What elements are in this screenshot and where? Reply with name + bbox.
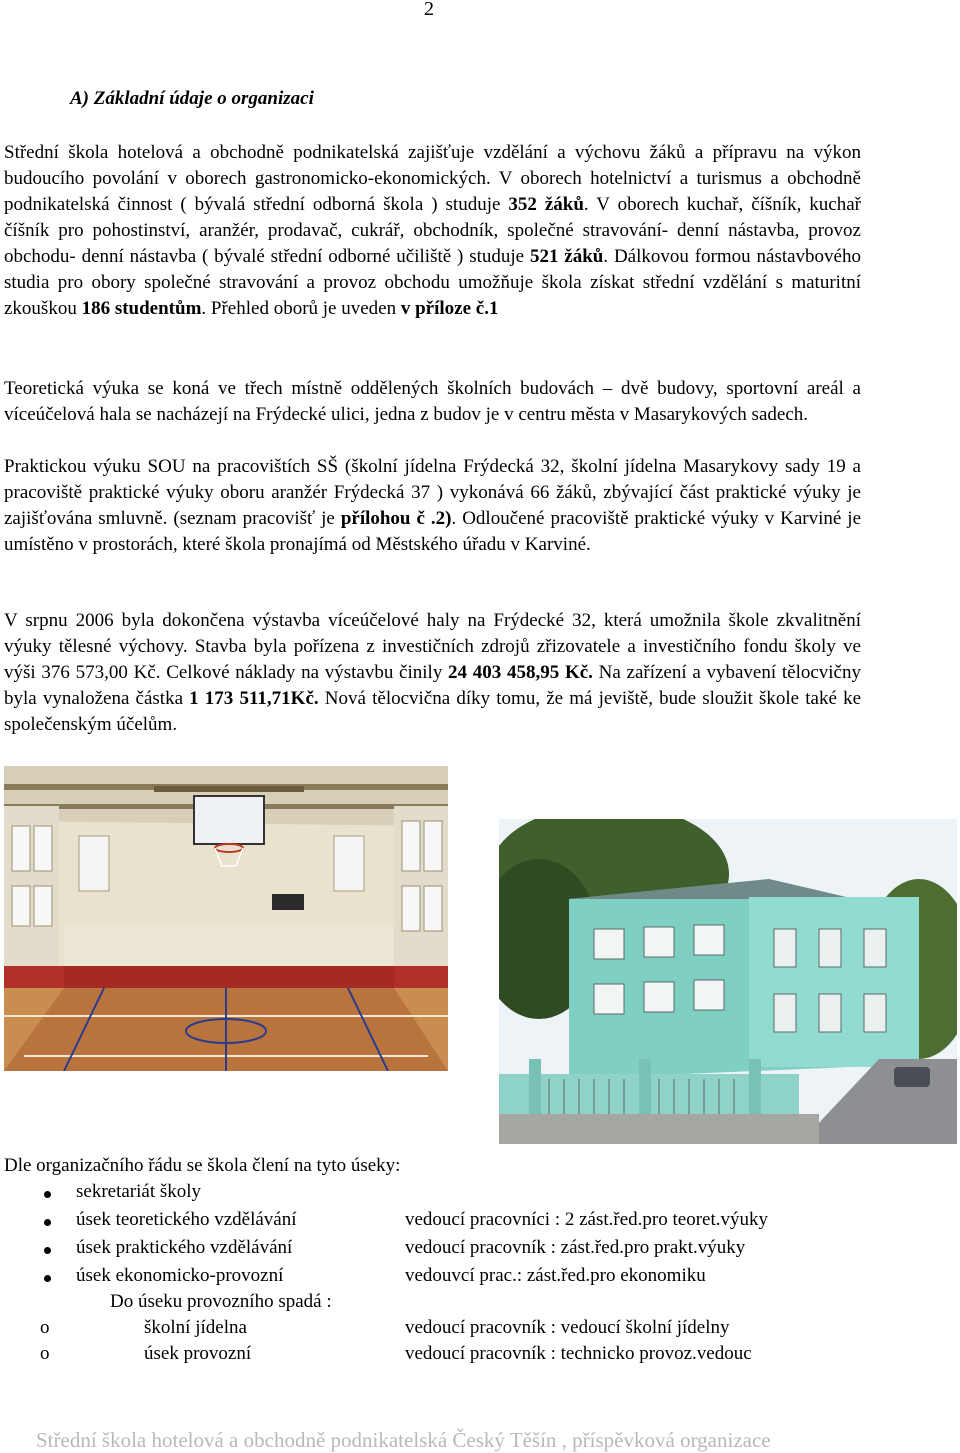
item-detail: vedouvcí prac.: zást.řed.pro ekonomiku	[405, 1265, 706, 1286]
bullet-icon	[44, 1191, 51, 1198]
text: . Přehled oborů je uveden	[201, 298, 401, 319]
item-label: úsek ekonomicko-provozní	[76, 1265, 284, 1286]
page-footer: Střední škola hotelová a obchodně podnikatelská Český Těšín , příspěvková organizace	[36, 1428, 771, 1452]
sub-list-item	[0, 1317, 960, 1345]
circle-bullet-icon: o	[40, 1317, 50, 1338]
list-item	[0, 1237, 960, 1265]
item-detail: vedoucí pracovník : technicko provoz.vedouc	[405, 1343, 752, 1364]
gym-interior-photo	[4, 766, 448, 1071]
bullet-icon	[44, 1275, 51, 1282]
bold-amount: 24 403 458,95 Kč.	[448, 662, 593, 683]
paragraph-theory: Teoretická výuka se koná ve třech místně oddělených školních budovách – dvě budovy, sportovní areál a víceúčelová hala se nacházejí na Frýdecké ulici, jedna z budov je v centru města v Masarykových sadech.	[4, 378, 861, 425]
sub-intro: Do úseku provozního spadá :	[110, 1291, 332, 1312]
sub-list-item	[0, 1343, 960, 1371]
text: V srpnu 2006 byla dokončena výstavba víceúčelové haly na Frýdecké 32, která umožnila škole zkvalitnění výuky tělesné výchovy. Stavba byla pořízena z investičních zdrojů zřizovatele a investičního fondu školy ve výši 376 573,00 Kč. Celkové náklady na výstavbu činily	[4, 610, 861, 683]
text: Praktickou výuku SOU na pracovištích SŠ (školní jídelna Frýdecká 32, školní jídelna Masarykovy sady 19 a pracoviště praktické výuky oboru aranžér Frýdecká 37 ) vykonává 66 žáků, zbývající část praktické výuky je zajišťována smluvně. (seznam pracovišť je	[4, 456, 861, 529]
page-number: 2	[424, 0, 434, 20]
paragraph-practice	[4, 454, 861, 558]
item-label: školní jídelna	[144, 1317, 247, 1338]
bullet-icon	[44, 1247, 51, 1254]
item-label: úsek praktického vzdělávání	[76, 1237, 293, 1258]
appendix-ref: přílohou č .2)	[340, 508, 452, 529]
paragraph-students	[4, 140, 861, 322]
section-heading: A) Základní údaje o organizaci	[70, 88, 314, 109]
bold-count: 186 studentům	[81, 298, 202, 319]
item-detail: vedoucí pracovník : zást.řed.pro prakt.výuky	[405, 1237, 746, 1258]
text: . V oborech kuchař, číšník, kuchař číšník pro pohostinství, aranžér, prodavač, cukrář, obchodník, společné stravování- denní nástavba, provoz obchodu- denní nástavba ( bývalé střední odborné učiliště ) studuje	[4, 194, 861, 267]
list-item	[0, 1265, 960, 1293]
paragraph-hall	[4, 608, 861, 738]
bullet-icon	[44, 1219, 51, 1226]
text: Nová tělocvična díky tomu, že má jeviště, bude sloužit škole také ke společenským účelům.	[4, 688, 861, 735]
text: . Odloučené pracoviště praktické výuky v Karviné je umístěno v prostorách, které škola pronajímá od Městského úřadu v Karviné.	[4, 508, 862, 555]
item-detail: vedoucí pracovník : vedoucí školní jídelny	[405, 1317, 730, 1338]
list-item	[0, 1181, 960, 1209]
bold-count: 352 žáků	[508, 194, 584, 215]
text: . Dálkovou formou nástavbového studia pro obory společné stravování a provoz obchodu umožňuje škola získat střední vzdělání s maturitní zkouškou	[4, 246, 861, 319]
item-label: úsek provozní	[144, 1343, 252, 1364]
circle-bullet-icon: o	[40, 1343, 50, 1364]
item-label: úsek teoretického vzdělávání	[76, 1209, 297, 1230]
bold-count: 521 žáků	[529, 246, 604, 267]
text: Střední škola hotelová a obchodně podnikatelská zajišťuje vzdělání a výchovu žáků a přípravu na výkon budoucího povolání v oborech gastronomicko-ekonomických. V oborech hotelnictví a turismus a obchodně podnikatelská činnost ( bývalá střední odborná škola ) studuje	[4, 142, 861, 215]
item-detail: vedoucí pracovníci : 2 zást.řed.pro teoret.výuky	[405, 1209, 768, 1230]
org-intro: Dle organizačního řádu se škola člení na tyto úseky:	[4, 1155, 401, 1176]
text: Na zařízení a vybavení tělocvičny byla vynaložena částka	[4, 662, 861, 709]
item-label: sekretariát školy	[76, 1181, 202, 1202]
list-item	[0, 1209, 960, 1237]
bold-amount: 1 173 511,71Kč.	[189, 688, 319, 709]
school-building-photo	[499, 819, 957, 1144]
appendix-ref: v příloze č.1	[400, 298, 499, 319]
sub-intro-row	[0, 1291, 960, 1319]
